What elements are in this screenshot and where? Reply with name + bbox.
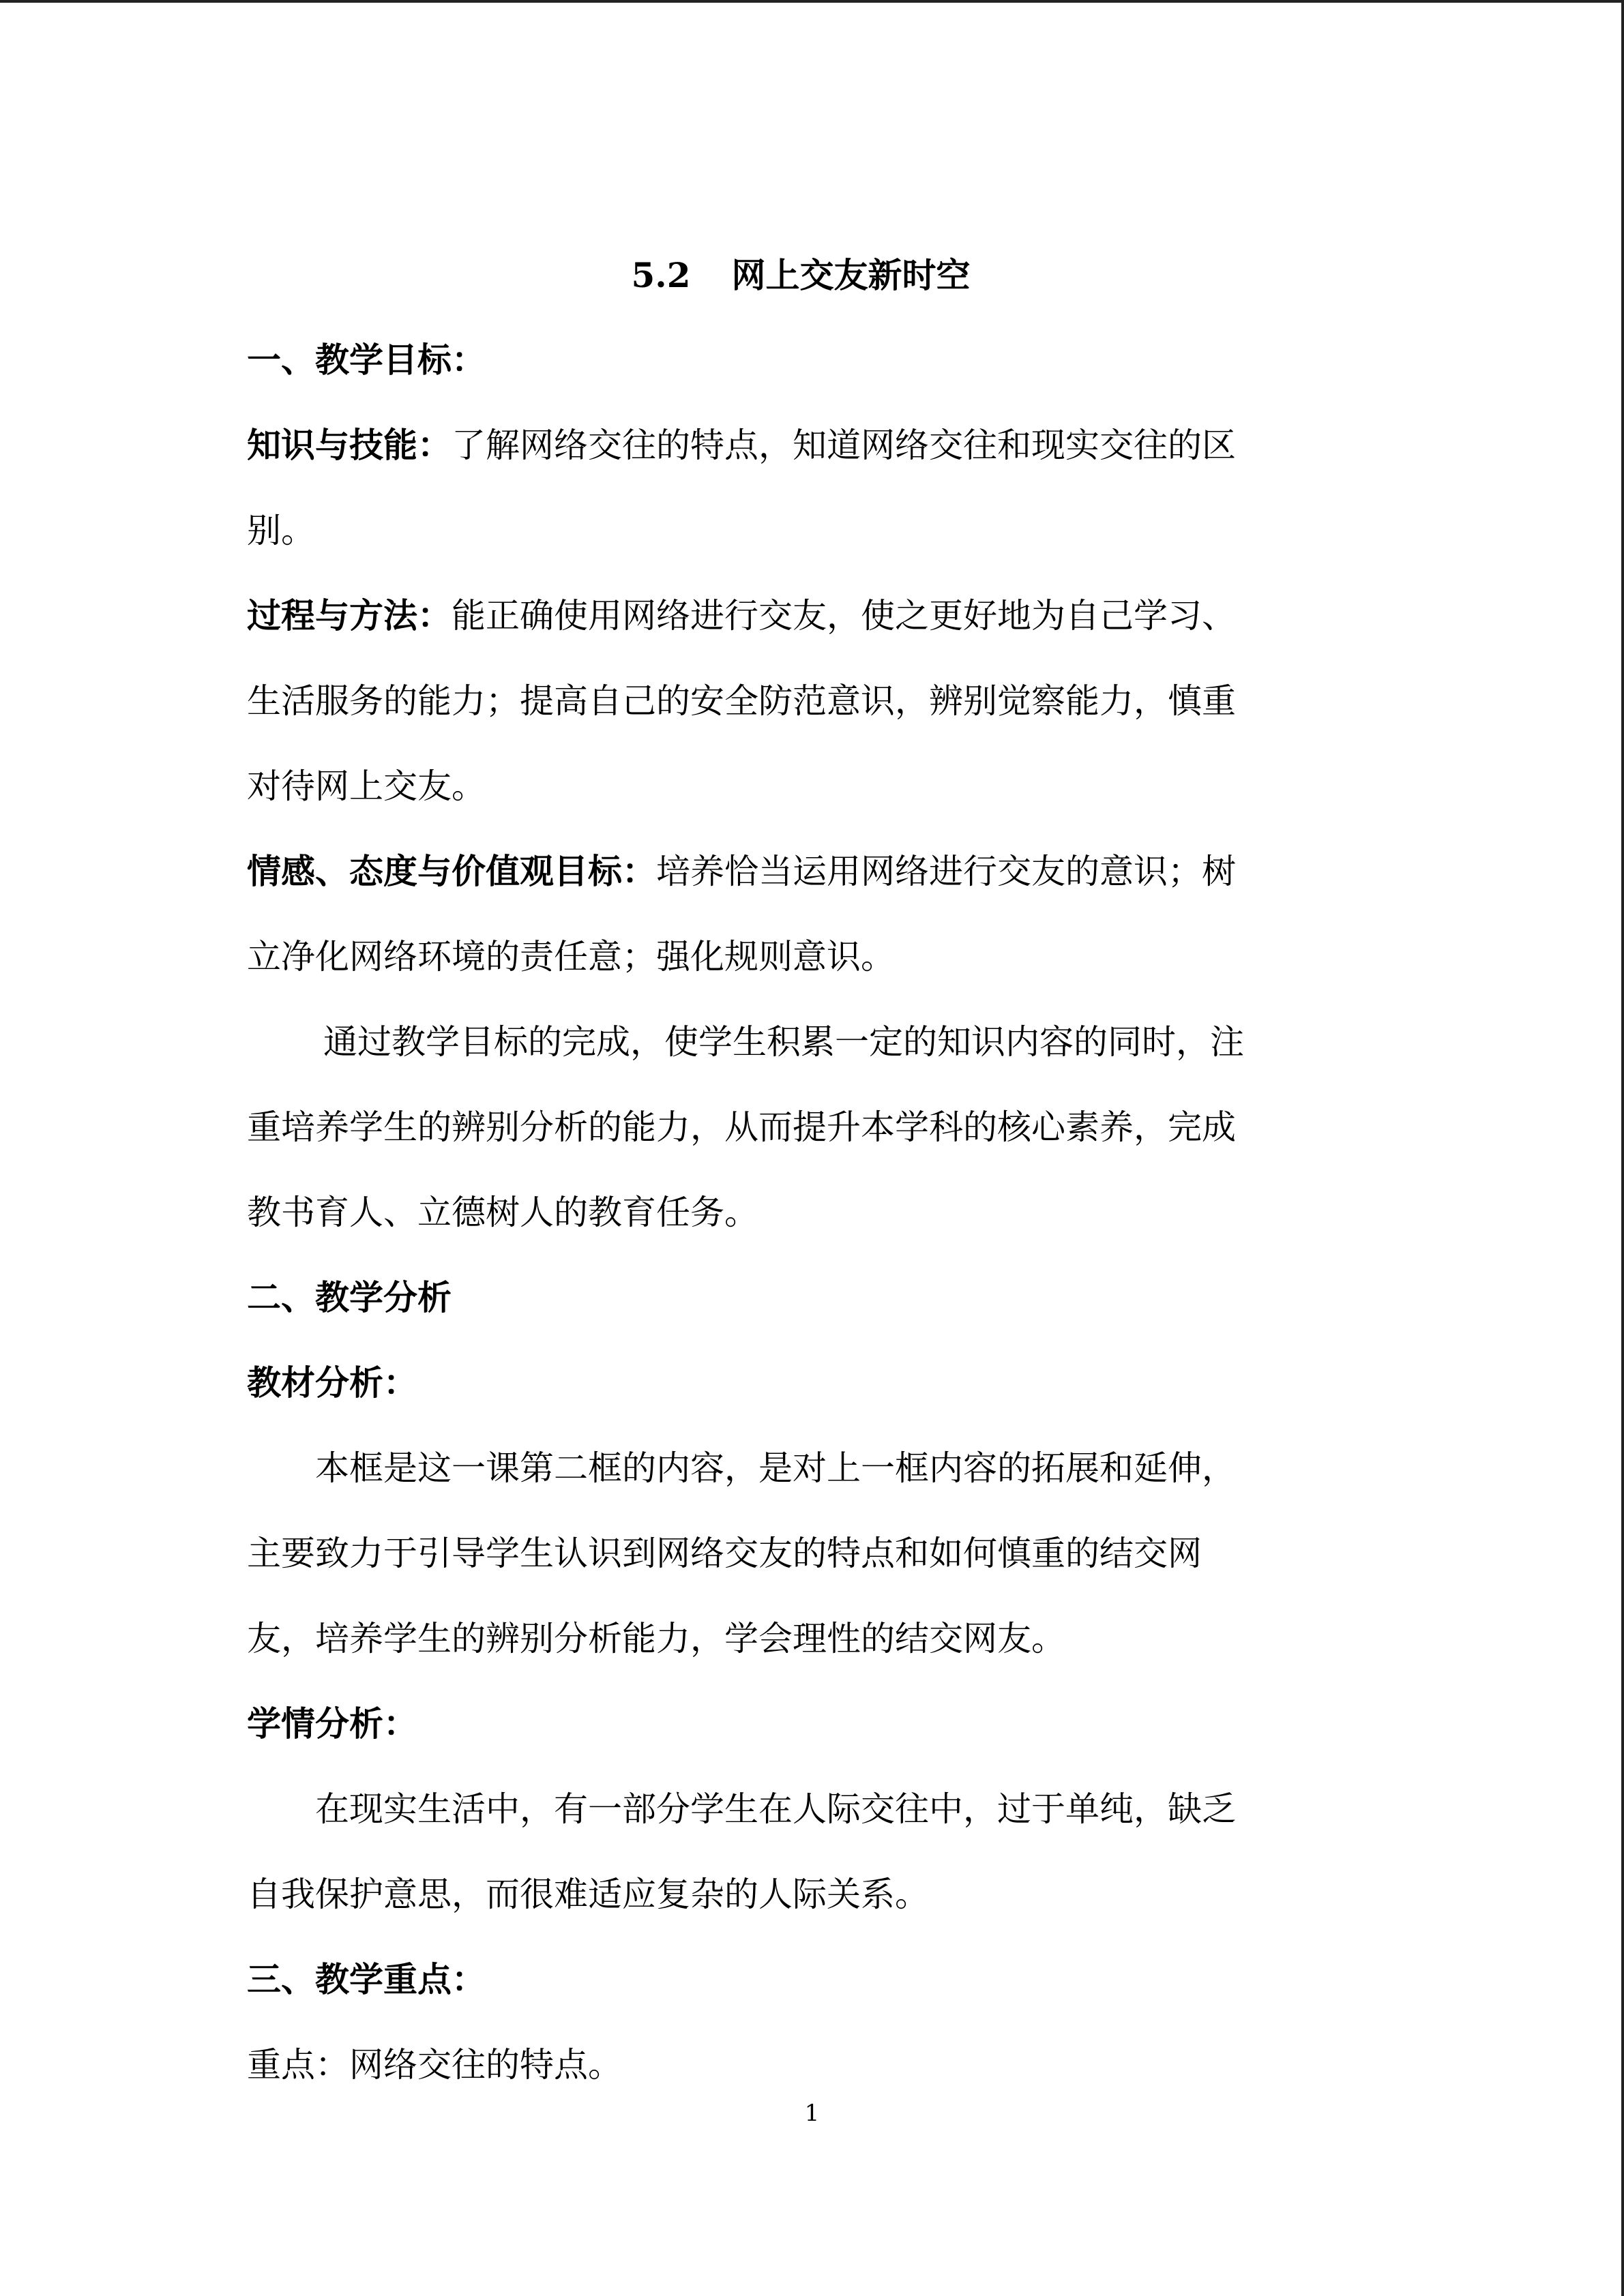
title-text: 网上交友新时空	[731, 255, 971, 295]
paragraph-line: 通过教学目标的完成，使学生积累一定的知识内容的同时，注	[323, 1022, 1244, 1062]
label-emotion-values: 情感、态度与价值观目标：	[247, 851, 656, 891]
document-title	[247, 252, 1355, 299]
paragraph-line: 立净化网络环境的责任意；强化规则意识。	[247, 937, 895, 976]
paragraph-knowledge-skills	[247, 421, 1236, 469]
paragraph-line: 生活服务的能力；提高自己的安全防范意识，辨别觉察能力，慎重	[247, 681, 1236, 721]
paragraph-emotion-values	[247, 848, 1236, 895]
paragraph-line: 教书育人、立德树人的教育任务。	[247, 1193, 758, 1232]
paragraph-line: 自我保护意思，而很难适应复杂的人际关系。	[247, 1875, 929, 1914]
paragraph-line: 友，培养学生的辨别分析能力，学会理性的结交网友。	[247, 1619, 1065, 1658]
text-process-method: 能正确使用网络进行交友，使之更好地为自己学习、	[452, 596, 1236, 636]
heading-teaching-analysis: 二、教学分析	[247, 1277, 452, 1317]
heading-textbook-analysis: 教材分析：	[247, 1362, 417, 1403]
text-emotion-values: 培养恰当运用网络进行交友的意识；树	[656, 852, 1236, 891]
paragraph-line: 本框是这一课第二框的内容，是对上一框内容的拓展和延伸，	[315, 1448, 1236, 1488]
label-knowledge-skills: 知识与技能：	[247, 425, 452, 465]
heading-student-analysis: 学情分析：	[247, 1703, 417, 1744]
paragraph-process-method	[247, 592, 1236, 640]
paragraph-line: 对待网上交友。	[247, 766, 486, 806]
paragraph-line: 主要致力于引导学生认识到网络交友的特点和如何慎重的结交网	[247, 1534, 1202, 1573]
text-knowledge-skills: 了解网络交往的特点，知道网络交往和现实交往的区	[452, 426, 1236, 465]
label-process-method: 过程与方法：	[247, 595, 452, 636]
page-number: 1	[804, 2100, 820, 2127]
paragraph-line: 在现实生活中，有一部分学生在人际交往中，过于单纯，缺乏	[315, 1789, 1236, 1829]
heading-teaching-key-points: 三、教学重点：	[247, 1959, 486, 1999]
heading-teaching-objectives: 一、教学目标：	[247, 340, 486, 380]
paragraph-line: 别。	[247, 511, 315, 550]
paragraph-line: 重培养学生的辨别分析的能力，从而提升本学科的核心素养，完成	[247, 1107, 1236, 1147]
paragraph-line: 重点：网络交往的特点。	[247, 2045, 622, 2085]
title-number: 5.2	[631, 255, 691, 295]
